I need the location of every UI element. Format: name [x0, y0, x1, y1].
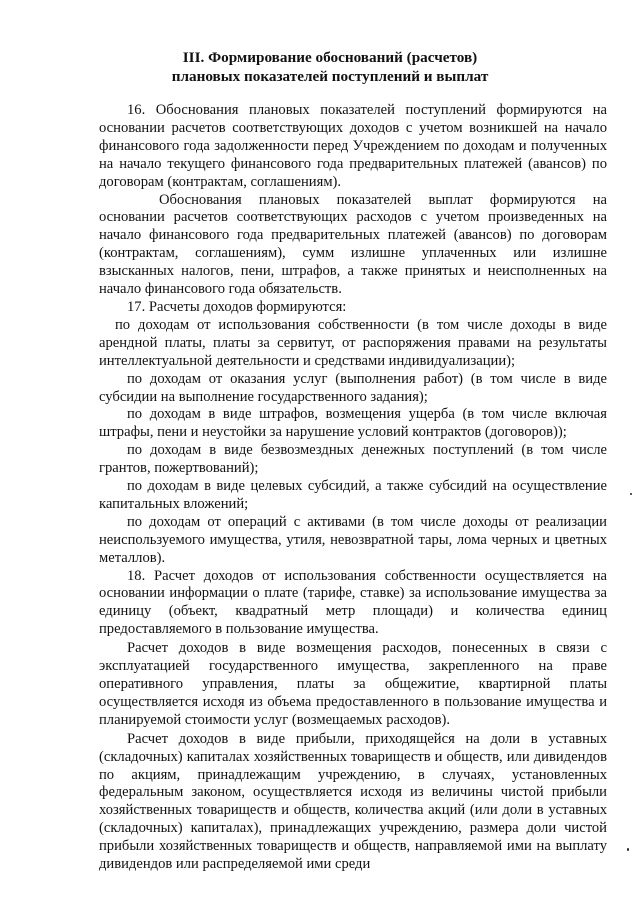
paragraph-expense-justification: Обоснования плановых показателей выплат формируются на основании расчетов соответствующих расходов с учетом произведенных на начало финансового года предварительных платежей (авансов) по договорам (контрактам, соглашениям), сумм излишне уплаченных или излишне взысканных налогов, пени, штрафов, а также принятых и неисполненных на начало финансового года обязательств.: [99, 191, 607, 298]
list-item-subsidies-income: по доходам в виде целевых субсидий, а также субсидий на осуществление капитальных вложений;: [99, 478, 607, 512]
list-item-assets-income: по доходам от операций с активами (в том числе доходы от реализации неиспользуемого имущества, утиля, невозвратной тары, лома черных и цветных металлов).: [99, 513, 607, 566]
scan-speck: [630, 493, 632, 495]
paragraph-18: 18. Расчет доходов от использования собственности осуществляется на основании информации о плате (тарифе, ставке) за использование имущества за единицу (объект, квадратный метр площади) и количества единиц предоставляемого в пользование имущества.: [99, 567, 607, 638]
list-item-property-income: по доходам от использования собственности (в том числе доходы в виде арендной платы, платы за сервитут, от распоряжения правами на результаты интеллектуальной деятельности и средствами индивидуализации);: [99, 316, 607, 369]
list-item-services-income: по доходам от оказания услуг (выполнения работ) (в том числе в виде субсидии на выполнение государственного задания);: [99, 370, 607, 405]
section-title: [60, 48, 600, 86]
list-item-grants-income: по доходам в виде безвозмездных денежных поступлений (в том числе грантов, пожертвований);: [99, 442, 607, 477]
paragraph-reimbursement-income: Расчет доходов в виде возмещения расходов, понесенных в связи с эксплуатацией государственного имущества, закрепленного на праве оперативного управления, платы за общежитие, квартирной платы осуществляется исходя из объема предоставленного в пользование имущества и планируемой стоимости услуг (возмещаемых расходов).: [99, 640, 607, 728]
section-title-line-2: плановых показателей поступлений и выплат: [171, 68, 489, 85]
scan-speck: [627, 848, 629, 851]
document-body: [99, 102, 607, 874]
section-title-line-1: III. Формирование обоснований (расчетов): [182, 49, 478, 66]
paragraph-16: 16. Обоснования плановых показателей поступлений формируются на основании расчетов соответствующих доходов с учетом возникшей на начало финансового года задолженности перед Учреждением по доходам и полученных на начало текущего финансового года предварительных платежей (авансов) по договорам (контрактам, соглашениям).: [99, 102, 607, 190]
paragraph-dividend-income: Расчет доходов в виде прибыли, приходящейся на доли в уставных (складочных) капиталах хозяйственных товариществ и обществ, или дивидендов по акциям, принадлежащим учреждению, в случаях, установленных федеральным законом, осуществляется исходя из величины чистой прибыли хозяйственных товариществ и обществ, количества акций (или доли в уставных (складочных) капиталах), принадлежащих учреждению, размера доли чистой прибыли хозяйственных товариществ и обществ, направляемой ими на выплату дивидендов или распределяемой ими среди: [99, 730, 607, 873]
list-item-fines-income: по доходам в виде штрафов, возмещения ущерба (в том числе включая штрафы, пени и неустойки за нарушение условий контрактов (договоров));: [99, 406, 607, 441]
paragraph-17: 17. Расчеты доходов формируются:: [127, 298, 347, 315]
